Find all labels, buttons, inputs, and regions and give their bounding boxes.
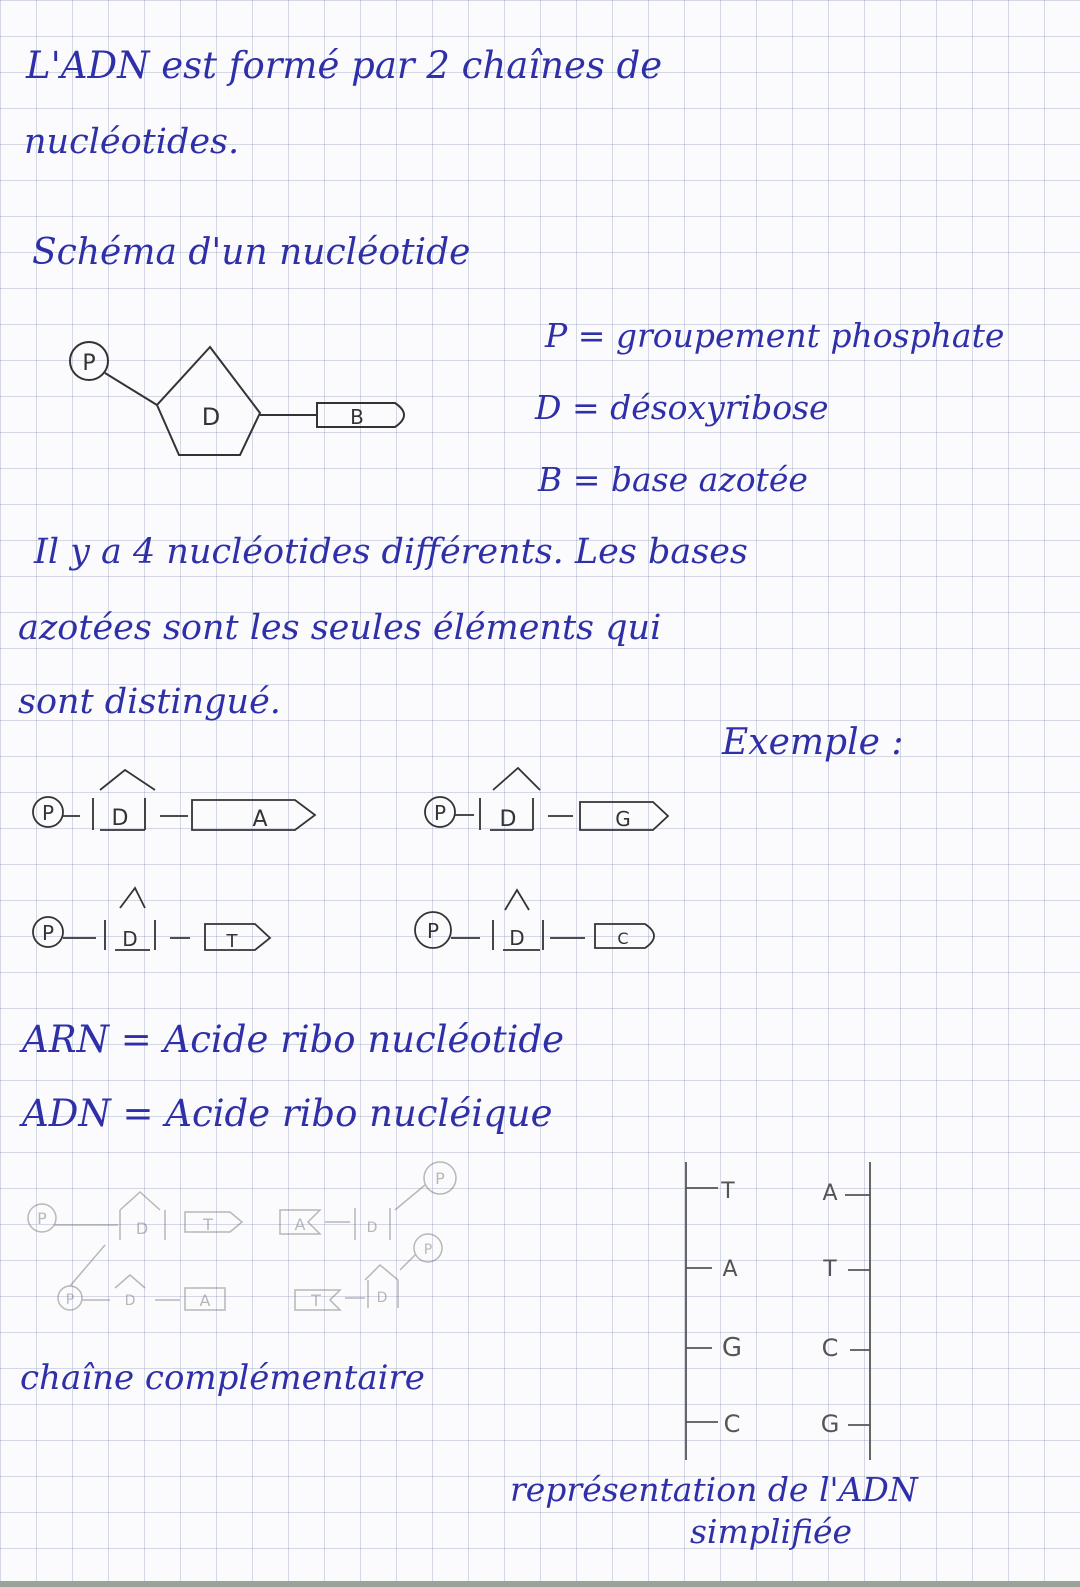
example-t-p: P xyxy=(41,921,55,945)
dna-ladder-diagram xyxy=(670,1150,900,1470)
faint-base-1: T xyxy=(203,1215,213,1234)
faint-d-2: D xyxy=(366,1220,378,1236)
nucleotide-example-t xyxy=(20,880,320,960)
ladder-left-4: C xyxy=(723,1410,741,1438)
intro-line-1: L'ADN est formé par 2 chaînes de xyxy=(26,44,663,87)
legend-deoxyribose: D = désoxyribose xyxy=(535,388,829,427)
example-g-p: P xyxy=(433,801,447,825)
definition-adn: ADN = Acide ribo nucléique xyxy=(22,1092,553,1135)
deoxyribose-pentagon xyxy=(157,347,260,455)
legend-phosphate: P = groupement phosphate xyxy=(545,316,1005,355)
paragraph-line-2: azotées sont les seules éléments qui xyxy=(18,608,662,648)
paragraph-line-1: Il y a 4 nucléotides différents. Les bases xyxy=(34,532,748,572)
ladder-right-1: A xyxy=(822,1181,838,1206)
faint-d-1: D xyxy=(135,1219,149,1238)
simplified-label-line-1: représentation de l'ADN xyxy=(510,1470,918,1509)
nucleotide-example-c xyxy=(405,880,705,960)
legend-base: B = base azotée xyxy=(538,460,808,499)
example-g-d: D xyxy=(499,807,517,832)
definition-arn: ARN = Acide ribo nucléotide xyxy=(22,1018,565,1061)
faint-double-strand-sketch xyxy=(20,1150,480,1330)
ladder-left-1: T xyxy=(721,1179,735,1204)
example-a-base: A xyxy=(252,807,268,832)
example-t-d: D xyxy=(122,927,138,951)
faint-d-4: D xyxy=(376,1290,388,1306)
ladder-left-2: A xyxy=(722,1257,738,1282)
intro-line-2: nucléotides. xyxy=(24,122,240,162)
faint-base-2: A xyxy=(294,1215,306,1234)
faint-d-3: D xyxy=(124,1293,136,1309)
example-a-p: P xyxy=(41,801,55,825)
page-bottom-edge xyxy=(0,1581,1080,1587)
simplified-label-line-2: simplifiée xyxy=(690,1512,853,1551)
example-label: Exemple : xyxy=(722,722,904,763)
faint-p-4: P xyxy=(423,1242,433,1258)
example-c-p: P xyxy=(426,919,440,943)
paragraph-line-3: sont distingué. xyxy=(18,682,281,722)
nucleotide-example-a xyxy=(20,760,340,840)
ladder-left-3: G xyxy=(721,1333,743,1363)
nucleotide-schema-diagram xyxy=(55,325,435,475)
example-g-base: G xyxy=(615,807,631,831)
faint-base-3: A xyxy=(199,1291,211,1310)
ladder-right-3: C xyxy=(821,1334,839,1362)
p-d-bond xyxy=(105,373,157,405)
faint-base-4: T xyxy=(311,1291,321,1310)
example-t-base: T xyxy=(226,931,238,952)
p-label: P xyxy=(82,351,96,376)
example-c-d: D xyxy=(509,926,525,950)
nucleotide-example-g xyxy=(418,760,718,840)
example-c-base: C xyxy=(617,929,629,948)
faint-p-2: P xyxy=(65,1292,75,1308)
faint-p-1: P xyxy=(37,1209,47,1228)
ladder-right-4: G xyxy=(820,1410,840,1438)
b-label: B xyxy=(350,405,364,429)
faint-p-3: P xyxy=(435,1169,445,1188)
d-label: D xyxy=(201,403,221,431)
schema-title: Schéma d'un nucléotide xyxy=(32,232,471,273)
ladder-right-2: T xyxy=(823,1257,837,1282)
example-a-d: D xyxy=(111,806,129,831)
complementary-chain-label: chaîne complémentaire xyxy=(20,1358,425,1398)
